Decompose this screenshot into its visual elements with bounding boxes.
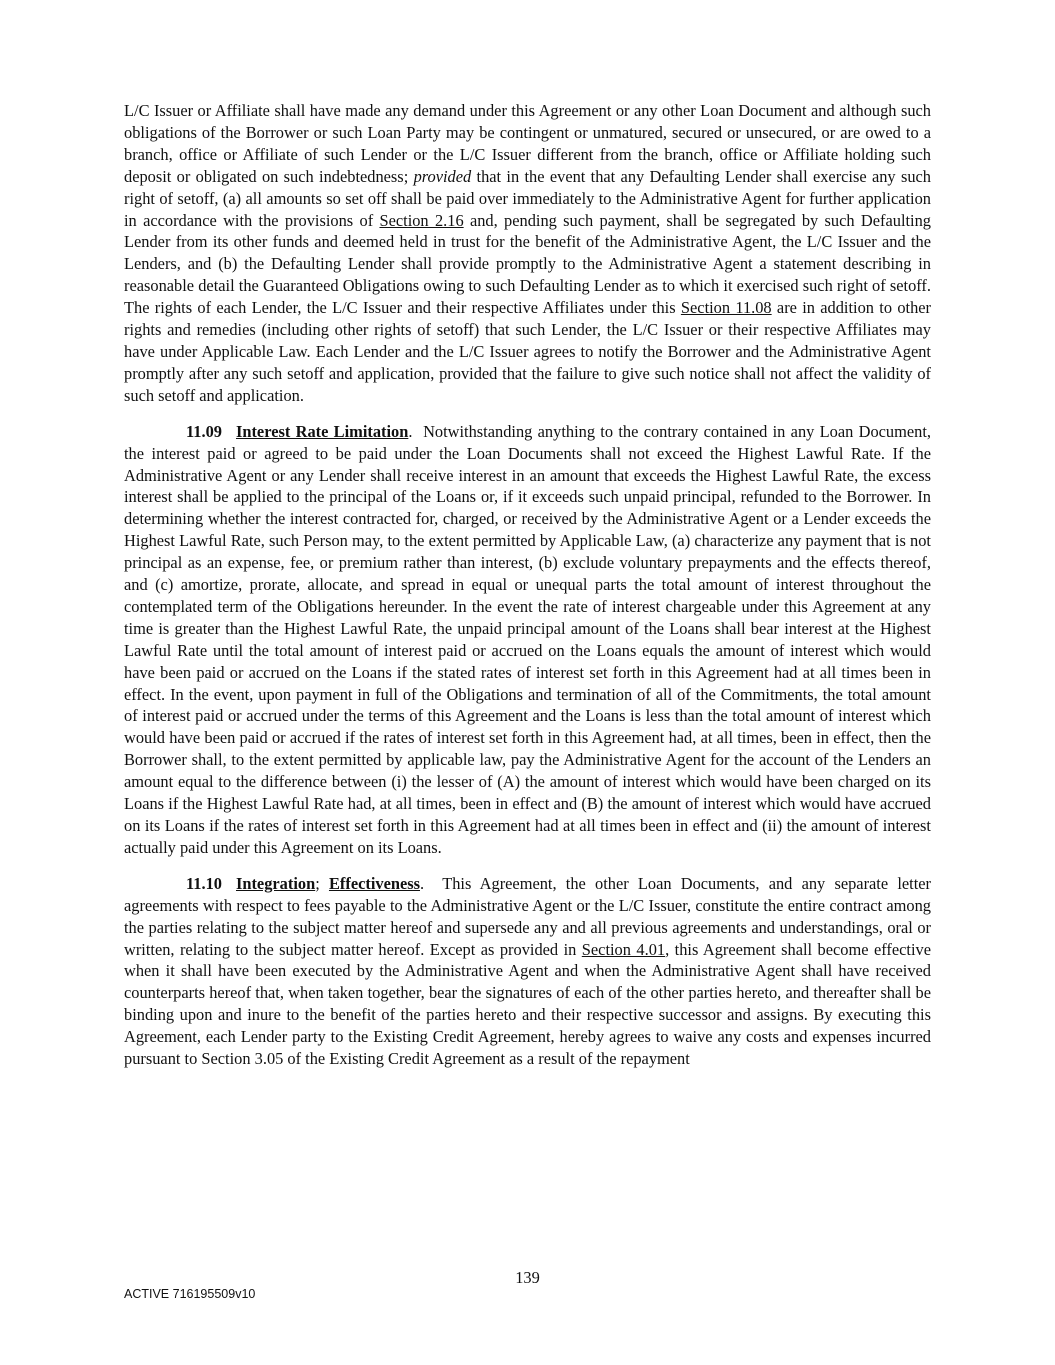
- section-4-01-reference: Section 4.01: [581, 939, 666, 959]
- section-11-09: [124, 421, 931, 859]
- section-number: 11.10: [186, 873, 222, 893]
- provided-italic: provided: [413, 166, 472, 186]
- section-2-16-reference: Section 2.16: [379, 210, 464, 230]
- section-heading-integration: Integration: [235, 873, 316, 893]
- section-number: 11.09: [186, 421, 222, 441]
- paragraph-setoff-continuation: [124, 100, 931, 407]
- section-text: , this Agreement shall become effective when it shall have been executed by the Administrative Agent and when the Administrative Agent shall have received counterparts hereof that, when taken together, bear the signatures of each of the other parties hereto, and thereafter shall be binding upon and inure to the benefit of the parties hereto and their respective successor and assigns. By executing this Agreement, each Lender party to the Existing Credit Agreement, hereby agrees to waive any costs and expenses incurred pursuant to Section 3.05 of the Existing Credit Agreement as a result of the repayment: [124, 939, 931, 1069]
- paragraph-text: L/C Issuer or Affiliate shall have made any demand under this Agreement or any other Loan Document and although such obligations of the Borrower or such Loan Party may be contingent or unmatured, secured or unsecured, or are owed to a branch, office or Affiliate of such Lender or the L/C Issuer different from the branch, office or Affiliate holding such deposit or obligated on such indebtedness;: [124, 101, 931, 186]
- document-id: ACTIVE 716195509v10: [124, 1287, 256, 1301]
- page-number: 139: [515, 1268, 540, 1287]
- paragraph-text: that in the event that any Defaulting Lender shall exercise any such right of setoff, (a) all amounts so set off shall be paid over immediately to the Administrative Agent for further application in accordance with the provisions of: [124, 166, 931, 230]
- body-text: [124, 100, 931, 1084]
- paragraph-text: and, pending such payment, shall be segregated by such Defaulting Lender from its other funds and deemed held in trust for the benefit of the Administrative Agent, the L/C Issuer and the Lenders, and (b) the Defaulting Lender shall provide promptly to the Administrative Agent a statement describing in reasonable detail the Guaranteed Obligations owing to such Defaulting Lender as to which it exercised such right of setoff. The rights of each Lender, the L/C Issuer and their respective Affiliates under this: [124, 210, 931, 318]
- paragraph-text: are in addition to other rights and remedies (including other rights of setoff) that such Lender, the L/C Issuer or their respective Affiliates may have under Applicable Law. Each Lender and the L/C Issuer agrees to notify the Borrower and the Administrative Agent promptly after any such setoff and application, provided that the failure to give such notice shall not affect the validity of such setoff and application.: [124, 298, 931, 405]
- section-11-10: [124, 873, 931, 1070]
- section-text: This Agreement, the other Loan Documents, and any separate letter agreements with respect to fees payable to the Administrative Agent or the L/C Issuer, constitute the entire contract among the parties relating to the subject matter hereof and supersede any and all previous agreements and understandings, oral or written, relating to the subject matter hereof. Except as provided in: [124, 873, 931, 959]
- section-heading: Interest Rate Limitation: [235, 421, 409, 441]
- section-11-08-reference: Section 11.08: [680, 298, 772, 318]
- heading-separator: ;: [315, 873, 329, 893]
- section-heading-effectiveness: Effectiveness: [328, 873, 420, 893]
- heading-punctuation: .: [420, 873, 425, 893]
- section-text: Notwithstanding anything to the contrary contained in any Loan Document, the interest paid or agreed to be paid under the Loan Documents shall not exceed the Highest Lawful Rate. If the Administrative Agent or any Lender shall receive interest in an amount that exceeds the Highest Lawful Rate, the excess interest shall be applied to the principal of the Loans or, if it exceeds such unpaid principal, refunded to the Borrower. In determining whether the interest contracted for, charged, or received by the Administrative Agent or a Lender exceeds the Highest Lawful Rate, such Person may, to the extent permitted by Applicable Law, (a) characterize any payment that is not principal as an expense, fee, or premium rather than interest, (b) exclude voluntary prepayments and the effects thereof, and (c) amortize, prorate, allocate, and spread in equal or unequal parts the total amount of interest throughout the contemplated term of the Obligations hereunder. In the event the rate of interest chargeable under this Agreement at any time is greater than the Highest Lawful Rate, the unpaid principal amount of the Loans shall bear interest at the Highest Lawful Rate until the total amount of interest paid or accrued on the Loans equals the amount of interest which would have been paid or accrued on the Loans if the stated rates of interest set forth in this Agreement had at all times been in effect. In the event, upon payment in full of the Obligations and termination of all of the Commitments, the total amount of interest paid or accrued under the terms of this Agreement and the Loans is less than the total amount of interest which would have been paid or accrued if the rates of interest set forth in this Agreement had, at all times, been in effect, then the Borrower shall, to the extent permitted by applicable law, pay the Administrative Agent for the account of the Lenders an amount equal to the difference between (i) the lesser of (A) the amount of interest which would have been charged on its Loans if the Highest Lawful Rate had, at all times, been in effect and (B) the amount of interest which would have accrued on its Loans if the rates of interest set forth in this Agreement had at all times been in effect and (ii) the amount of interest actually paid under this Agreement on its Loans.: [124, 421, 931, 857]
- heading-punctuation: .: [408, 421, 413, 441]
